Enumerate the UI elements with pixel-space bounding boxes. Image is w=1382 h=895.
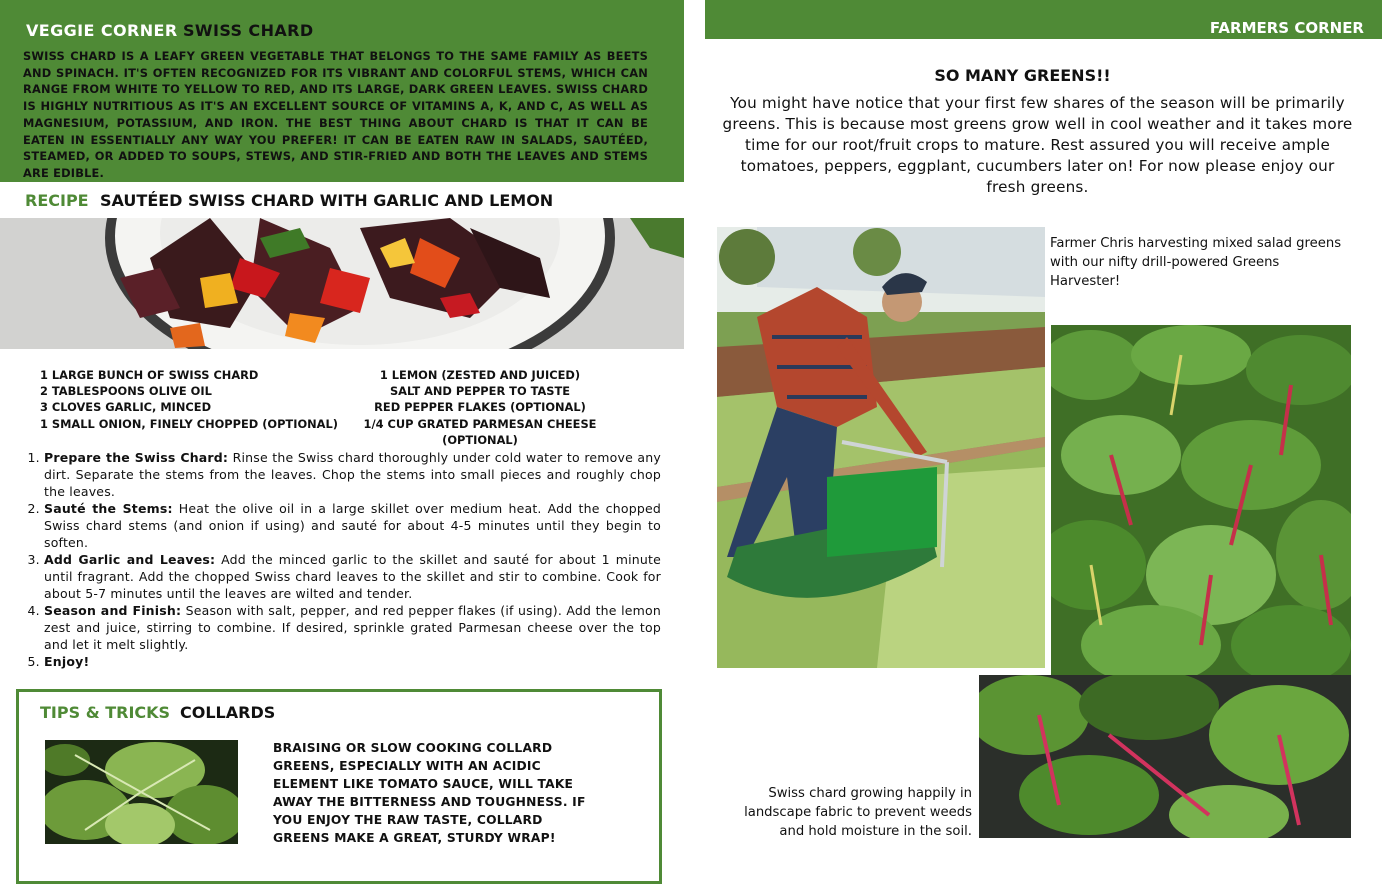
step-text: Rinse the Swiss chard thoroughly under cold water to remove any dirt. Separate the stems from the leaves. Chop the stems into small pieces and roughly chop the leaves. bbox=[44, 450, 661, 499]
ingredient-item: 1 SMALL ONION, FINELY CHOPPED (OPTIONAL) bbox=[40, 416, 338, 431]
ingredient-item: RED PEPPER FLAKES (OPTIONAL) bbox=[374, 400, 586, 415]
step-title: Sauté the Stems: bbox=[44, 501, 173, 516]
step-text: Heat the olive oil in a large skillet over medium heat. Add the chopped Swiss chard stems (and onion if using) and sauté for about 4-5 minutes until they begin to soften. bbox=[44, 501, 661, 550]
ingredient-item: 3 CLOVES GARLIC, MINCED bbox=[40, 400, 212, 415]
step-title: Season and Finish: bbox=[44, 603, 182, 618]
ingredient-item: 1/4 CUP GRATED PARMESAN CHEESE (OPTIONAL) bbox=[363, 416, 597, 447]
recipe-title: SAUTÉED SWISS CHARD WITH GARLIC AND LEMON bbox=[100, 191, 554, 210]
step-title: Add Garlic and Leaves: bbox=[44, 552, 216, 567]
recipe-step bbox=[44, 602, 661, 653]
recipe-photo bbox=[0, 218, 684, 349]
swiss-chard-field-photo bbox=[1051, 325, 1351, 678]
ingredient-item: SALT AND PEPPER TO TASTE bbox=[389, 384, 571, 399]
step-title: Enjoy! bbox=[44, 654, 90, 669]
tips-title: COLLARDS bbox=[180, 703, 276, 722]
farmers-corner-label: FARMERS CORNER bbox=[1209, 19, 1364, 37]
tips-label: TIPS & TRICKS bbox=[40, 703, 171, 722]
ingredients-left bbox=[40, 367, 340, 432]
step-text: Add the minced garlic to the skillet and sauté for about 1 minute until fragrant. Add the chopped Swiss chard leaves to the skillet and stir to combine. Cook for about 5-7 minutes until the leaves are wilted and tender. bbox=[44, 552, 661, 601]
collards-photo bbox=[45, 740, 238, 844]
veggie-corner-label: VEGGIE CORNER bbox=[26, 21, 178, 40]
caption-farmer-chris: Farmer Chris harvesting mixed salad greens with our nifty drill-powered Greens Harvester! bbox=[1050, 236, 1342, 289]
caption-swiss-chard: Swiss chard growing happily in landscape fabric to prevent weeds and hold moisture in the soil. bbox=[744, 786, 972, 839]
ingredient-item: 1 LEMON (ZESTED AND JUICED) bbox=[379, 368, 581, 382]
ingredient-item: 1 LARGE BUNCH OF SWISS CHARD bbox=[40, 368, 259, 382]
farmer-harvesting-photo bbox=[717, 227, 1045, 668]
recipe-step bbox=[44, 500, 661, 551]
swiss-chard-fabric-photo bbox=[979, 675, 1351, 838]
ingredient-item: 2 TABLESPOONS OLIVE OIL bbox=[40, 384, 212, 399]
recipe-step bbox=[44, 449, 661, 500]
recipe-label: RECIPE bbox=[25, 191, 89, 210]
recipe-step bbox=[44, 551, 661, 602]
veggie-corner-title: SWISS CHARD bbox=[183, 21, 314, 40]
tips-text: BRAISING OR SLOW COOKING COLLARD GREENS, ESPECIALLY WITH AN ACIDIC ELEMENT LIKE TOMATO SAUCE, WILL TAKE AWAY THE BITTERNESS AND TOUGHNESS. IF YOU ENJOY THE RAW TASTE, COLLARD GREENS MAKE A GREAT, STURDY WRAP! bbox=[273, 741, 586, 845]
veggie-corner-text: SWISS CHARD IS A LEAFY GREEN VEGETABLE THAT BELONGS TO THE SAME FAMILY AS BEETS AND SPINACH. IT'S OFTEN RECOGNIZED FOR ITS VIBRANT AND COLORFUL STEMS, WHICH CAN RANGE FROM WHITE TO YELLOW TO RED, AND ITS LARGE, DARK GREEN LEAVES. SWISS CHARD IS HIGHLY NUTRITIOUS AS IT'S AN EXCELLENT SOURCE OF VITAMINS A, K, AND C, AS WELL AS MAGNESIUM, POTASSIUM, AND IRON. THE BEST THING ABOUT CHARD IS THAT IT CAN BE EATEN IN ESSENTIALLY ANY WAY YOU PREFER! IT CAN BE EATEN RAW IN SALADS, SAUTÉED, STEAMED, OR ADDED TO SOUPS, STEWS, AND STIR-FRIED AND BOTH THE LEAVES AND STEMS ARE EDIBLE. bbox=[23, 49, 648, 180]
step-text: Season with salt, pepper, and red pepper flakes (if using). Add the lemon zest and juice, stirring to combine. If desired, sprinkle grated Parmesan cheese over the top and let it melt slightly. bbox=[44, 603, 661, 652]
farmers-corner-heading: SO MANY GREENS!! bbox=[934, 66, 1111, 85]
recipe-steps bbox=[28, 449, 661, 670]
ingredients-right bbox=[330, 367, 630, 448]
recipe-step bbox=[44, 653, 661, 670]
step-title: Prepare the Swiss Chard: bbox=[44, 450, 229, 465]
farmers-corner-body: You might have notice that your first few shares of the season will be primarily greens. This is because most greens grow well in cool weather and it takes more time for our root/fruit crops to mature. Rest assured you will receive ample tomatoes, peppers, eggplant, cucumbers later on! For now please enjoy our fresh greens. bbox=[722, 94, 1353, 196]
